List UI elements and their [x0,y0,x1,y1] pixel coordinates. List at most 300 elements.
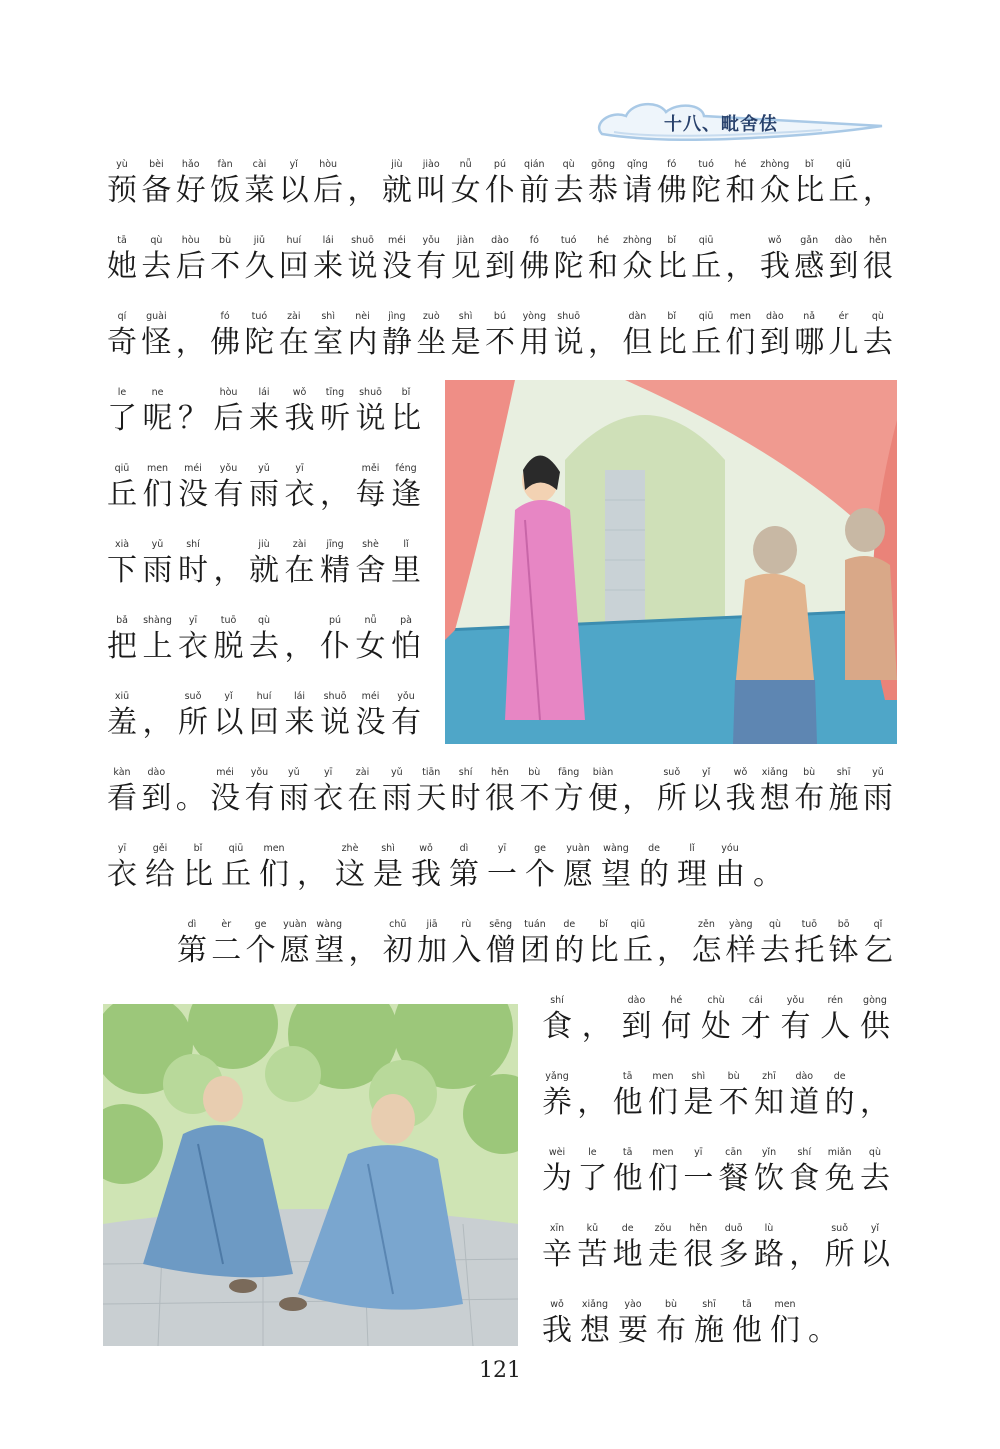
ruby-char [827,310,861,362]
ruby-char [346,158,380,210]
pinyin: èr [221,919,232,930]
hanzi: 望 [601,857,631,892]
hanzi: 舍 [355,553,386,588]
hanzi: 由 [715,857,745,892]
ruby-char [659,994,693,1046]
hanzi: 丘 [691,325,722,360]
illustration-woman-curtains [445,380,897,744]
hanzi: 雨 [381,781,412,816]
pinyin: shī [702,1299,716,1310]
hanzi: 在 [278,325,309,360]
hanzi: 陀 [244,325,275,360]
hanzi: 。 [175,781,206,816]
ruby-char [354,386,388,438]
pinyin: měi [361,463,380,474]
ruby-char [861,310,895,362]
pinyin: yàng [729,919,753,930]
hanzi: 以 [213,705,244,740]
ruby-char [552,918,586,970]
ruby-char [681,1146,715,1198]
pinyin: zài [287,311,301,322]
pinyin: tā [742,1299,752,1310]
pinyin: tā [622,1071,633,1082]
hanzi: 处 [701,1009,731,1044]
hanzi: ， [789,1237,820,1272]
ruby-char [354,462,388,514]
pinyin: yǔ [151,539,164,550]
hanzi: 不 [519,781,550,816]
ruby-char [257,842,291,894]
ruby-char [792,234,826,286]
pinyin: méi [216,767,234,778]
hanzi: 请 [622,173,653,208]
pinyin: xià [114,539,130,550]
ruby-char [311,310,345,362]
hanzi: 比 [588,933,619,968]
hanzi: 儿 [828,325,859,360]
ruby-char [689,234,723,286]
ruby-char [449,918,483,970]
ruby-char [752,1146,786,1198]
ruby-char [346,766,380,818]
hanzi: 没 [178,477,208,512]
hanzi: 我 [542,1313,572,1348]
ruby-char [139,158,173,210]
hanzi: 他 [612,1085,643,1120]
pinyin: yòng [522,311,547,322]
hanzi: 饮 [753,1161,784,1196]
pinyin: cài [252,159,267,170]
ruby-char [787,1146,821,1198]
ruby-char [517,158,551,210]
pinyin: yuàn [283,919,307,930]
ruby-char [242,766,276,818]
hanzi: 很 [484,781,515,816]
ruby-char [389,538,423,590]
ruby-char [247,538,281,590]
hanzi: ， [213,553,244,588]
hanzi: 菜 [244,173,275,208]
hanzi: 辛 [542,1237,572,1272]
pinyin: yǒu [397,691,415,702]
ruby-char [244,918,278,970]
pinyin: dào [627,995,646,1006]
pinyin: shì [691,1071,706,1082]
hanzi: ， [320,477,350,512]
ruby-char [792,918,826,970]
hanzi: 有 [780,1009,811,1044]
pinyin: yǐ [289,159,298,170]
ruby-char [311,234,345,286]
ruby-char [827,234,861,286]
hanzi: 仆 [320,629,350,664]
hanzi: 我 [759,249,790,284]
hanzi: 们 [142,477,173,512]
ruby-char [181,842,215,894]
ruby-char [675,842,709,894]
hanzi: 很 [683,1237,714,1272]
hanzi: 丘 [828,173,859,208]
hanzi: 苦 [577,1237,608,1272]
hanzi: 众 [759,173,790,208]
pinyin: huí [286,235,302,246]
pinyin: suǒ [184,691,202,702]
hanzi: 羞 [107,705,137,740]
text-line [105,690,423,742]
hanzi: 丘 [107,477,137,512]
pinyin: kàn [113,767,131,778]
ruby-char [105,842,139,894]
hanzi: 去 [760,933,791,968]
ruby-char [599,842,633,894]
ruby-char [318,386,352,438]
hanzi: 。 [753,857,783,892]
pinyin: suǒ [663,767,681,778]
pinyin: yǎng [545,1071,569,1082]
pinyin: tīng [325,387,345,398]
hanzi: 何 [661,1009,692,1044]
hanzi: 入 [451,933,482,968]
pinyin: men [774,1299,796,1310]
pinyin: le [117,387,127,398]
pinyin: bù [727,1071,740,1082]
pinyin: hé [734,159,747,170]
pinyin: duō [724,1223,743,1234]
ruby-char [620,158,654,210]
pinyin: wèi [548,1147,566,1158]
pinyin: yǒu [250,767,269,778]
pinyin: xiǎng [761,767,788,778]
ruby-char [586,234,620,286]
ruby-char [723,234,757,286]
hanzi: ， [657,933,688,968]
pinyin: tuō [220,615,237,626]
hanzi: 陀 [691,173,722,208]
pinyin: nǎ [803,311,816,322]
hanzi: 听 [320,401,350,436]
hanzi: 恭 [588,173,619,208]
pinyin: fāng [558,767,580,778]
ruby-char [346,234,380,286]
pinyin: xiū [114,691,130,702]
ruby-char [219,842,253,894]
pinyin: hòu [219,387,238,398]
pinyin: men [146,463,169,474]
hanzi: 饭 [210,173,241,208]
ruby-char [381,918,415,970]
ruby-char [354,614,388,666]
ruby-char [247,614,281,666]
pinyin: qù [868,1147,881,1158]
pinyin: ér [838,311,849,322]
hanzi: 知 [753,1085,784,1120]
hanzi: 样 [725,933,756,968]
ruby-char [447,842,481,894]
hanzi: ， [284,629,315,664]
hanzi: 去 [141,249,172,284]
hanzi: 在 [284,553,315,588]
ruby-char [415,918,449,970]
ruby-char [354,538,388,590]
text-line [540,1146,892,1198]
pinyin: bú [493,311,506,322]
pinyin: hòu [181,235,200,246]
ruby-char [449,234,483,286]
pinyin: wàng [316,919,343,930]
pinyin: yī [295,463,304,474]
ruby-char [575,1222,609,1274]
hanzi: 了 [577,1161,608,1196]
hanzi: 加 [417,933,448,968]
ruby-char [333,842,367,894]
hanzi: ， [622,781,653,816]
chapter-header [592,96,892,156]
hanzi: 好 [175,173,206,208]
pinyin: bù [528,767,541,778]
ruby-char [689,310,723,362]
hanzi: 食 [789,1161,820,1196]
pinyin: le [588,1147,597,1158]
pinyin: miǎn [827,1147,852,1158]
ruby-char [208,234,242,286]
ruby-char [689,158,723,210]
ruby-char [792,310,826,362]
pinyin: méi [388,235,406,246]
ruby-char [174,158,208,210]
hanzi: ， [142,705,173,740]
hanzi: 餐 [718,1161,749,1196]
hanzi: 见 [450,249,481,284]
hanzi: 为 [542,1161,572,1196]
hanzi: 地 [612,1237,643,1272]
pinyin: tuó [698,159,714,170]
hanzi: 去 [862,325,893,360]
ruby-char [858,1070,892,1122]
ruby-char [283,538,317,590]
pinyin: qiū [698,311,714,322]
ruby-char [283,690,317,742]
ruby-char [858,1222,892,1274]
ruby-char [861,766,895,818]
ruby-char [483,310,517,362]
hanzi: 不 [484,325,515,360]
ruby-char [174,234,208,286]
pinyin: tā [117,235,127,246]
hanzi: ， [581,1009,612,1044]
pinyin: wǒ [768,235,782,246]
pinyin: pú [328,615,342,626]
ruby-char [380,158,414,210]
ruby-char [318,538,352,590]
ruby-char [414,310,448,362]
pinyin: jīng [326,539,344,550]
ruby-char [858,1146,892,1198]
ruby-char [346,918,380,970]
pinyin: chū [389,919,407,930]
ruby-char [699,994,733,1046]
ruby-char [247,690,281,742]
pinyin: yǐn [761,1147,777,1158]
pinyin: cān [725,1147,743,1158]
hanzi: 不 [210,249,241,284]
pinyin: fó [220,311,230,322]
ruby-char [483,158,517,210]
hanzi: 雨 [862,781,893,816]
pinyin: yǔ [287,767,300,778]
pinyin: pà [400,615,412,626]
pinyin: yuàn [566,843,590,854]
hanzi: 第 [177,933,207,968]
hanzi: 女 [450,173,481,208]
hanzi: 去 [553,173,584,208]
hanzi: ， [175,325,206,360]
pinyin: wǒ [550,1299,564,1310]
hanzi: 奇 [107,325,137,360]
ruby-char [692,1298,726,1350]
text-line [540,1070,892,1122]
ruby-char [380,766,414,818]
hanzi: 天 [416,781,447,816]
ruby-char [806,1298,840,1350]
ruby-char [176,538,210,590]
ruby-char [247,386,281,438]
pinyin: zài [355,767,370,778]
pinyin: shàng [143,615,172,626]
hanzi: 布 [656,1313,686,1348]
ruby-char [578,1298,612,1350]
hanzi: ， [348,933,379,968]
hanzi: 比 [656,249,687,284]
pinyin: yǐ [224,691,233,702]
ruby-char [318,690,352,742]
ruby-char [540,1222,574,1274]
ruby-char [212,462,246,514]
pinyin: bō [837,919,850,930]
ruby-char [105,158,139,210]
hanzi: 后 [175,249,206,284]
hanzi: 来 [284,705,315,740]
pinyin: yǔ [872,767,884,778]
ruby-char [209,918,243,970]
ruby-char [176,462,210,514]
ruby-char [768,1298,802,1350]
ruby-char [139,766,173,818]
hanzi: 久 [244,249,275,284]
hanzi: 雨 [278,781,309,816]
hanzi: 二 [211,933,242,968]
ruby-char [414,766,448,818]
pinyin: suǒ [831,1223,849,1234]
ruby-char [646,1146,680,1198]
pinyin: shí [797,1147,812,1158]
ruby-char [561,842,595,894]
ruby-char [523,842,557,894]
pinyin: bù [664,1299,678,1310]
ruby-char [139,310,173,362]
text-line [540,1298,844,1350]
pinyin: méi [184,463,202,474]
hanzi: 想 [759,781,790,816]
pinyin: lái [322,235,334,246]
ruby-char [380,310,414,362]
ruby-char [827,158,861,210]
ruby-char [730,1298,764,1350]
text-line [105,614,423,666]
hanzi: 陀 [553,249,584,284]
hanzi: 没 [381,249,412,284]
pinyin: yī [117,843,127,854]
hanzi: 这 [335,857,365,892]
ruby-char [176,690,210,742]
ruby-char [277,310,311,362]
hanzi: 丘 [691,249,722,284]
ruby-char [346,310,380,362]
pinyin: lái [258,387,270,398]
hanzi: 团 [519,933,550,968]
hanzi: ， [725,249,756,284]
pinyin: bǎ [116,615,128,626]
pinyin: tuó [560,235,577,246]
hanzi: 众 [622,249,653,284]
pinyin: wàng [603,843,629,854]
pinyin: zhī [762,1071,776,1082]
ruby-char [380,234,414,286]
hanzi: 来 [249,401,279,436]
hanzi: 仆 [484,173,515,208]
ruby-char [713,842,747,894]
hanzi: 内 [347,325,378,360]
ruby-char [752,1222,786,1274]
pinyin: dào [795,1071,814,1082]
hanzi: 去 [249,629,279,664]
ruby-char [318,462,352,514]
pinyin: jiǔ [253,235,266,246]
ruby-char [318,614,352,666]
pinyin: rén [827,995,844,1006]
ruby-char [586,310,620,362]
hanzi: ， [347,173,378,208]
hanzi: 但 [622,325,653,360]
pinyin: bǐ [193,843,203,854]
pinyin: yī [324,767,333,778]
pinyin: zǒu [654,1223,672,1234]
ruby-char [242,310,276,362]
pinyin: hé [670,995,683,1006]
page-number: 121 [479,1358,521,1383]
hanzi: 怎 [691,933,722,968]
ruby-char [105,690,139,742]
hanzi: 感 [794,249,825,284]
ruby-char [141,614,175,666]
pinyin: sēng [489,919,513,930]
pinyin: kǔ [586,1223,599,1234]
ruby-char [540,1298,574,1350]
pinyin: lǐ [689,843,695,854]
hanzi: 愿 [563,857,593,892]
hanzi: 回 [249,705,279,740]
pinyin: de [621,1223,634,1234]
hanzi: 女 [355,629,386,664]
hanzi: 室 [313,325,344,360]
pinyin: hěn [868,235,887,246]
hanzi: 叫 [416,173,447,208]
ruby-char [552,158,586,210]
hanzi: 说 [320,705,350,740]
hanzi: 们 [725,325,756,360]
pinyin: yǒu [219,463,238,474]
pinyin: qiū [630,919,646,930]
hanzi: 路 [753,1237,784,1272]
